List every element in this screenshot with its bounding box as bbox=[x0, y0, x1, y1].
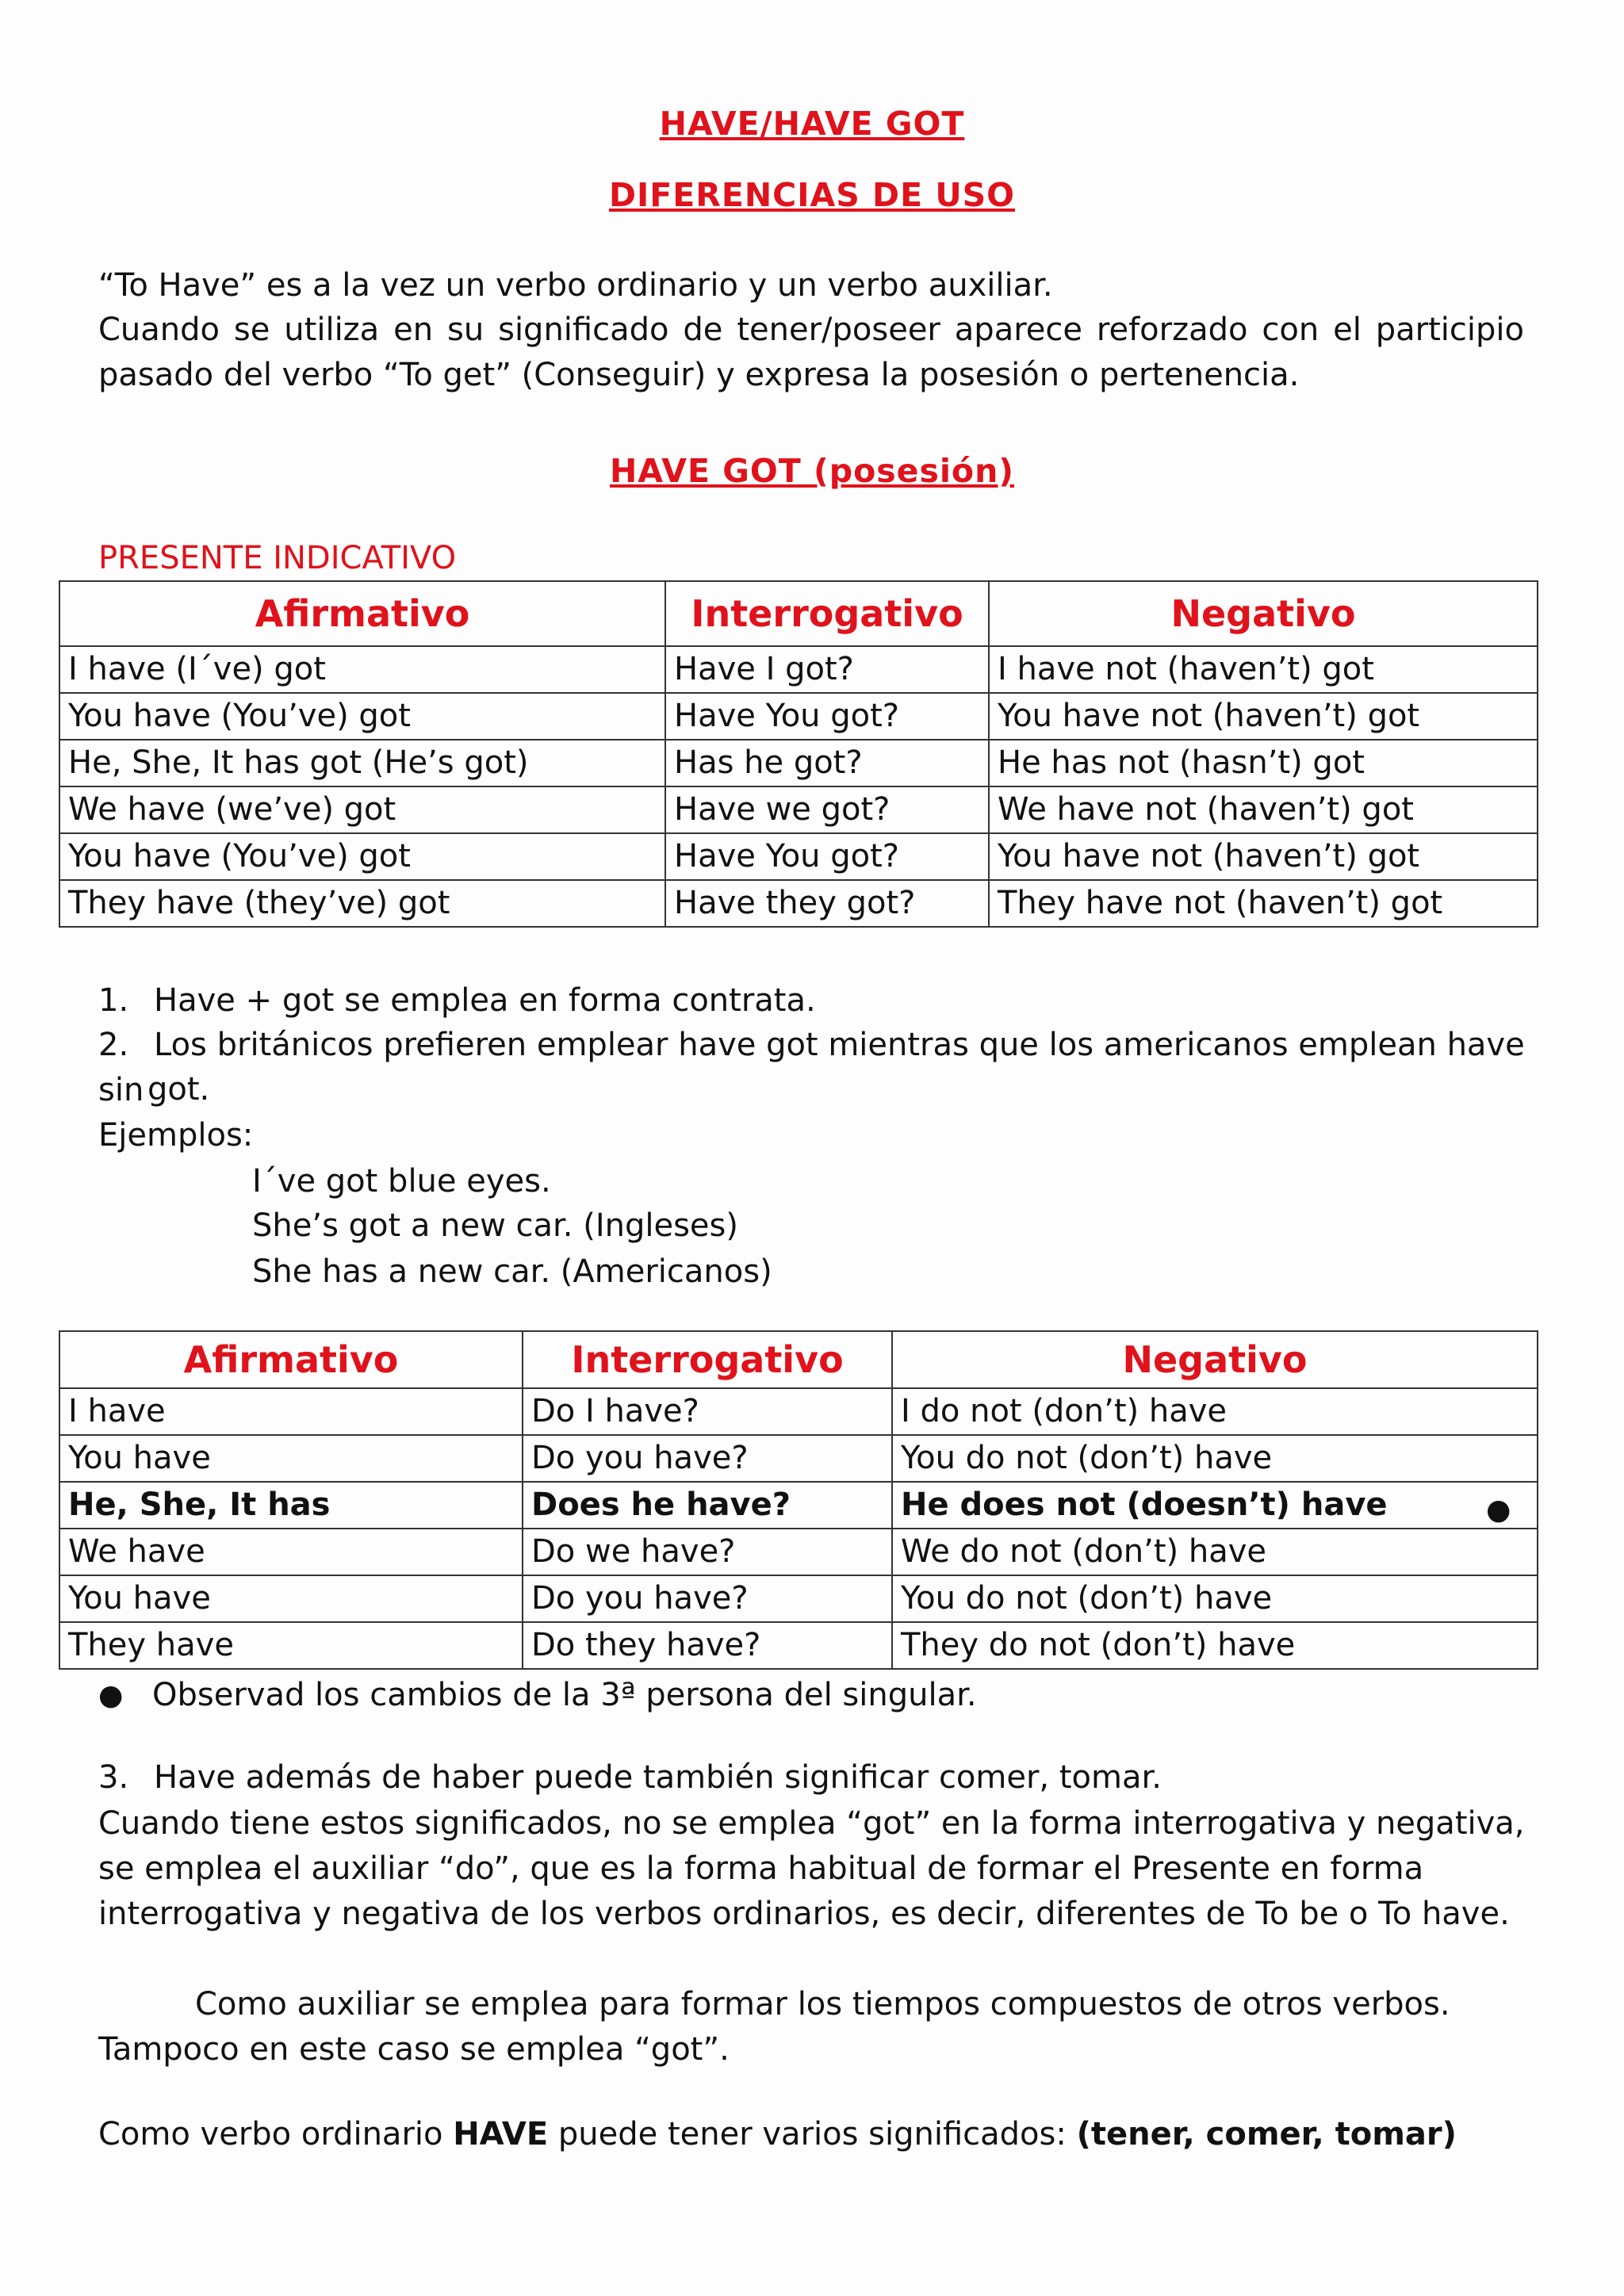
final-text: puede tener varios significados: bbox=[548, 2116, 1077, 2152]
cell-afirmativo: We have (we’ve) got bbox=[59, 786, 665, 833]
table-row bbox=[59, 1388, 1538, 1435]
cell-negativo: We have not (haven’t) got bbox=[989, 786, 1538, 833]
cell-interrogativo: Do you have? bbox=[523, 1435, 892, 1482]
cell-negativo: You have not (haven’t) got bbox=[989, 833, 1538, 880]
example-sentence: She’s got a new car. (Ingleses) bbox=[252, 1207, 738, 1244]
section-heading: HAVE GOT (posesión) bbox=[609, 452, 1015, 490]
cell-afirmativo: You have (You’ve) got bbox=[59, 833, 665, 880]
example-sentence: I´ve got blue eyes. bbox=[252, 1163, 551, 1200]
cell-interrogativo: Do they have? bbox=[523, 1622, 892, 1669]
bullet-note: Observad los cambios de la 3ª persona del singular. bbox=[152, 1677, 977, 1713]
bullet-dot-icon: ● bbox=[1486, 1494, 1511, 1526]
final-paragraph bbox=[98, 2112, 1526, 2157]
cell-interrogativo: Have I got? bbox=[665, 646, 989, 693]
list-text: Los británicos prefieren emplear have got mientras que los americanos emplean have sin bbox=[98, 1027, 1525, 1108]
cell-negativo: You do not (don’t) have bbox=[892, 1435, 1538, 1482]
cell-afirmativo: You have bbox=[59, 1575, 523, 1622]
note-item-2-continued: got. bbox=[147, 1071, 210, 1108]
cell-interrogativo: Have You got? bbox=[665, 693, 989, 740]
cell-interrogativo: Do we have? bbox=[523, 1529, 892, 1575]
cell-afirmativo: He, She, It has got (He’s got) bbox=[59, 740, 665, 786]
cell-interrogativo: Does he have? bbox=[523, 1482, 892, 1529]
point-3-explanation: Cuando tiene estos significados, no se emplea “got” en la forma interrogativa y negativa, se emplea el auxiliar “do”, que es la forma habitual de formar el Presente en forma interrogativa y negativa de los verbos ordinarios, es decir, diferentes de To be o To have. bbox=[98, 1805, 1525, 1932]
cell-afirmativo: We have bbox=[59, 1529, 523, 1575]
table-row bbox=[59, 833, 1538, 880]
list-number: 1. bbox=[98, 982, 129, 1019]
list-text: Have además de haber puede también significar comer, tomar. bbox=[154, 1759, 1162, 1796]
list-number: 3. bbox=[98, 1759, 129, 1796]
header-negativo: Negativo bbox=[892, 1331, 1538, 1388]
final-bold-word: HAVE bbox=[453, 2116, 549, 2152]
note-item-2 bbox=[98, 1023, 1526, 1113]
final-meanings: (tener, comer, tomar) bbox=[1076, 2116, 1457, 2152]
table-row-third-person bbox=[59, 1482, 1538, 1529]
list-number: 2. bbox=[98, 1027, 129, 1063]
cell-afirmativo: I have bbox=[59, 1388, 523, 1435]
table-row bbox=[59, 880, 1538, 927]
table-row bbox=[59, 693, 1538, 740]
cell-afirmativo: He, She, It has bbox=[59, 1482, 523, 1529]
page-title: HAVE/HAVE GOT bbox=[659, 105, 965, 143]
cell-interrogativo: Have they got? bbox=[665, 880, 989, 927]
cell-negativo: I do not (don’t) have bbox=[892, 1388, 1538, 1435]
cell-negativo: He has not (hasn’t) got bbox=[989, 740, 1538, 786]
cell-interrogativo: Do I have? bbox=[523, 1388, 892, 1435]
bullet-dot-icon: ● bbox=[98, 1679, 124, 1712]
cell-negativo: He does not (doesn’t) have bbox=[892, 1482, 1538, 1529]
conjugation-table-have-got bbox=[59, 580, 1538, 928]
point-3 bbox=[98, 1755, 1526, 1800]
table-row bbox=[59, 1435, 1538, 1482]
cell-interrogativo: Do you have? bbox=[523, 1575, 892, 1622]
cell-afirmativo: They have (they’ve) got bbox=[59, 880, 665, 927]
tense-label: PRESENTE INDICATIVO bbox=[98, 540, 457, 576]
table-header-row bbox=[59, 1331, 1538, 1388]
cell-interrogativo: Have You got? bbox=[665, 833, 989, 880]
cell-negativo: You have not (haven’t) got bbox=[989, 693, 1538, 740]
cell-afirmativo: You have (You’ve) got bbox=[59, 693, 665, 740]
page-subtitle: DIFERENCIAS DE USO bbox=[608, 176, 1016, 214]
table-row bbox=[59, 786, 1538, 833]
table-row bbox=[59, 740, 1538, 786]
cell-interrogativo: Have we got? bbox=[665, 786, 989, 833]
note-item-1 bbox=[98, 978, 1526, 1024]
intro-line-1: “To Have” es a la vez un verbo ordinario y un verbo auxiliar. bbox=[98, 267, 1053, 304]
table-header-row bbox=[59, 581, 1538, 646]
example-sentence: She has a new car. (Americanos) bbox=[252, 1253, 772, 1290]
table-row bbox=[59, 1622, 1538, 1669]
intro-line-2: Cuando se utiliza en su significado de tener/poseer aparece reforzado con el participio pasado del verbo “To get” (Conseguir) y expresa la posesión o pertenencia. bbox=[98, 312, 1524, 393]
cell-negativo: We do not (don’t) have bbox=[892, 1529, 1538, 1575]
cell-negativo: You do not (don’t) have bbox=[892, 1575, 1538, 1622]
cell-negativo: They have not (haven’t) got bbox=[989, 880, 1538, 927]
auxiliary-paragraph: Como auxiliar se emplea para formar los tiempos compuestos de otros verbos. Tampoco en este caso se emplea “got”. bbox=[98, 1986, 1450, 2068]
cell-afirmativo: You have bbox=[59, 1435, 523, 1482]
list-text: Have + got se emplea en forma contrata. bbox=[154, 982, 816, 1019]
header-negativo: Negativo bbox=[989, 581, 1538, 646]
cell-negativo: I have not (haven’t) got bbox=[989, 646, 1538, 693]
table-row bbox=[59, 1529, 1538, 1575]
examples-label: Ejemplos: bbox=[98, 1117, 254, 1154]
header-afirmativo: Afirmativo bbox=[59, 1331, 523, 1388]
header-interrogativo: Interrogativo bbox=[665, 581, 989, 646]
cell-negativo: They do not (don’t) have bbox=[892, 1622, 1538, 1669]
final-text: Como verbo ordinario bbox=[98, 2116, 454, 2152]
cell-interrogativo: Has he got? bbox=[665, 740, 989, 786]
table-row bbox=[59, 646, 1538, 693]
header-afirmativo: Afirmativo bbox=[59, 581, 665, 646]
cell-afirmativo: They have bbox=[59, 1622, 523, 1669]
conjugation-table-have bbox=[59, 1330, 1538, 1670]
header-interrogativo: Interrogativo bbox=[523, 1331, 892, 1388]
cell-afirmativo: I have (I´ve) got bbox=[59, 646, 665, 693]
table-row bbox=[59, 1575, 1538, 1622]
